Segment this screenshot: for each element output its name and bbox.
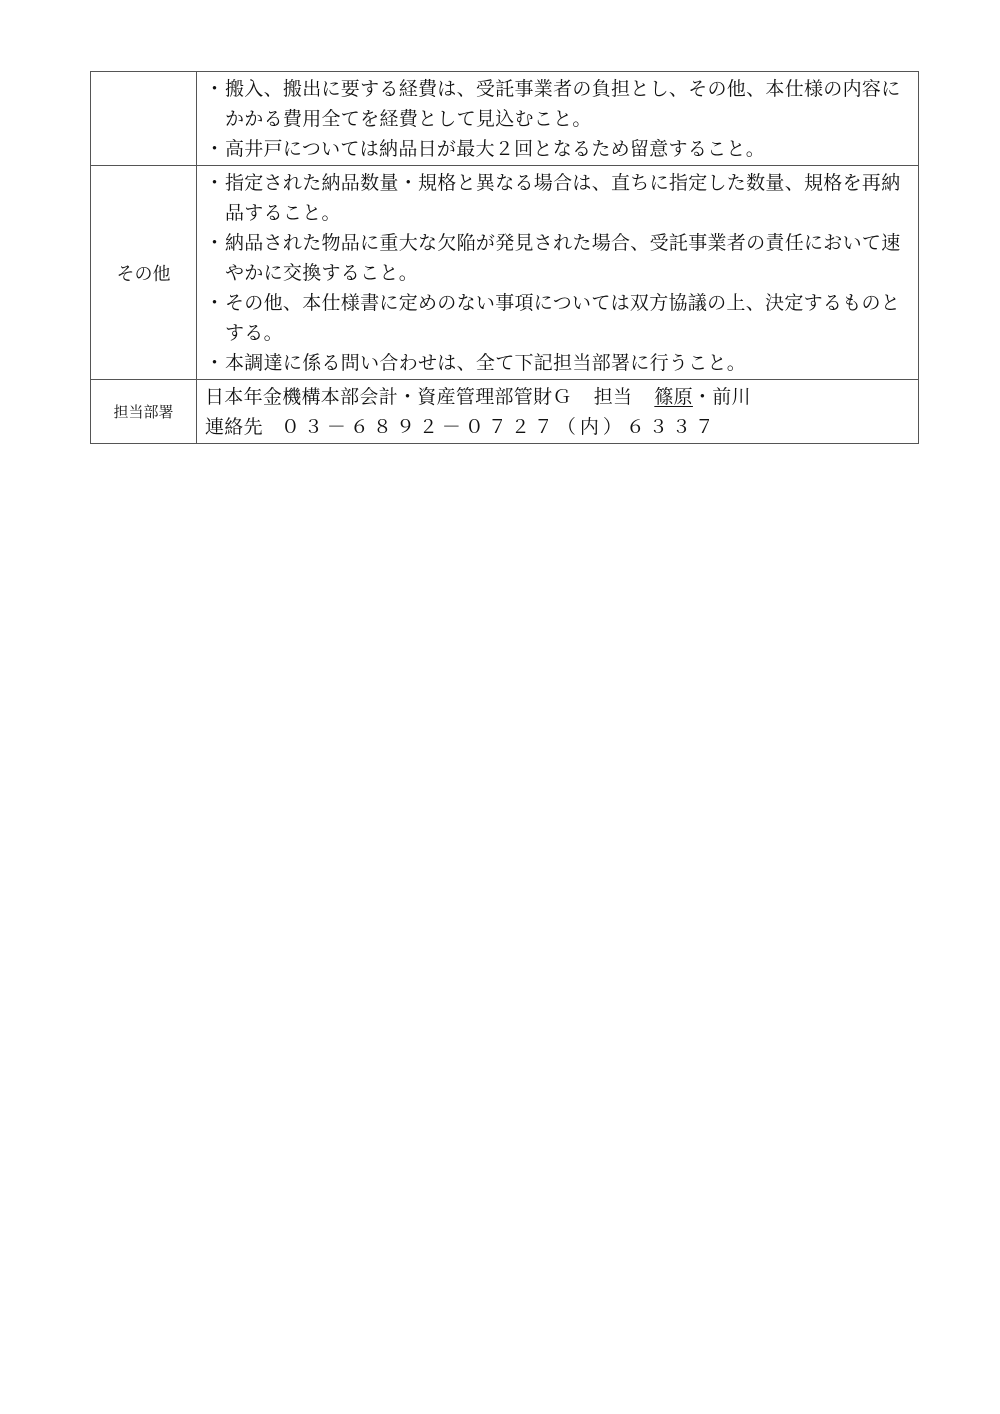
spec-table bbox=[90, 71, 919, 444]
table-row bbox=[91, 166, 919, 380]
list-item: ・ 本調達に係る問い合わせは、全て下記担当部署に行うこと。 bbox=[205, 348, 910, 378]
contact-row bbox=[91, 380, 919, 444]
contact-content bbox=[197, 380, 919, 444]
phone-label: 連絡先 bbox=[205, 416, 263, 438]
department-line bbox=[205, 382, 910, 412]
list-item: ・ 高井戸については納品日が最大２回となるため留意すること。 bbox=[205, 134, 910, 164]
department-name: 日本年金機構本部会計・資産管理部管財Ｇ bbox=[205, 386, 572, 408]
list-item: ・ 納品された物品に重大な欠陥が発見された場合、受託事業者の責任において速やかに交換すること。 bbox=[205, 228, 910, 288]
row-label bbox=[91, 72, 197, 166]
row-content bbox=[197, 72, 919, 166]
row-content bbox=[197, 166, 919, 380]
staff-separator: ・ bbox=[692, 386, 713, 408]
staff-name-primary: 篠原 bbox=[654, 386, 693, 408]
list-item: ・ その他、本仕様書に定めのない事項については双方協議の上、決定するものとする。 bbox=[205, 288, 910, 348]
phone-line bbox=[205, 412, 910, 442]
row-label: その他 bbox=[91, 166, 197, 380]
staff-name-secondary: 前川 bbox=[712, 386, 751, 408]
staff-prefix: 担当 bbox=[593, 386, 633, 408]
phone-number: ０３－６８９２－０７２７（内）６３３７ bbox=[280, 416, 718, 438]
contact-label: 担当部署 bbox=[91, 380, 197, 444]
list-item: ・ 搬入、搬出に要する経費は、受託事業者の負担とし、その他、本仕様の内容にかかる費用全てを経費として見込むこと。 bbox=[205, 74, 910, 134]
spec-table-page bbox=[90, 71, 919, 444]
table-row bbox=[91, 72, 919, 166]
list-item: ・ 指定された納品数量・規格と異なる場合は、直ちに指定した数量、規格を再納品すること。 bbox=[205, 168, 910, 228]
